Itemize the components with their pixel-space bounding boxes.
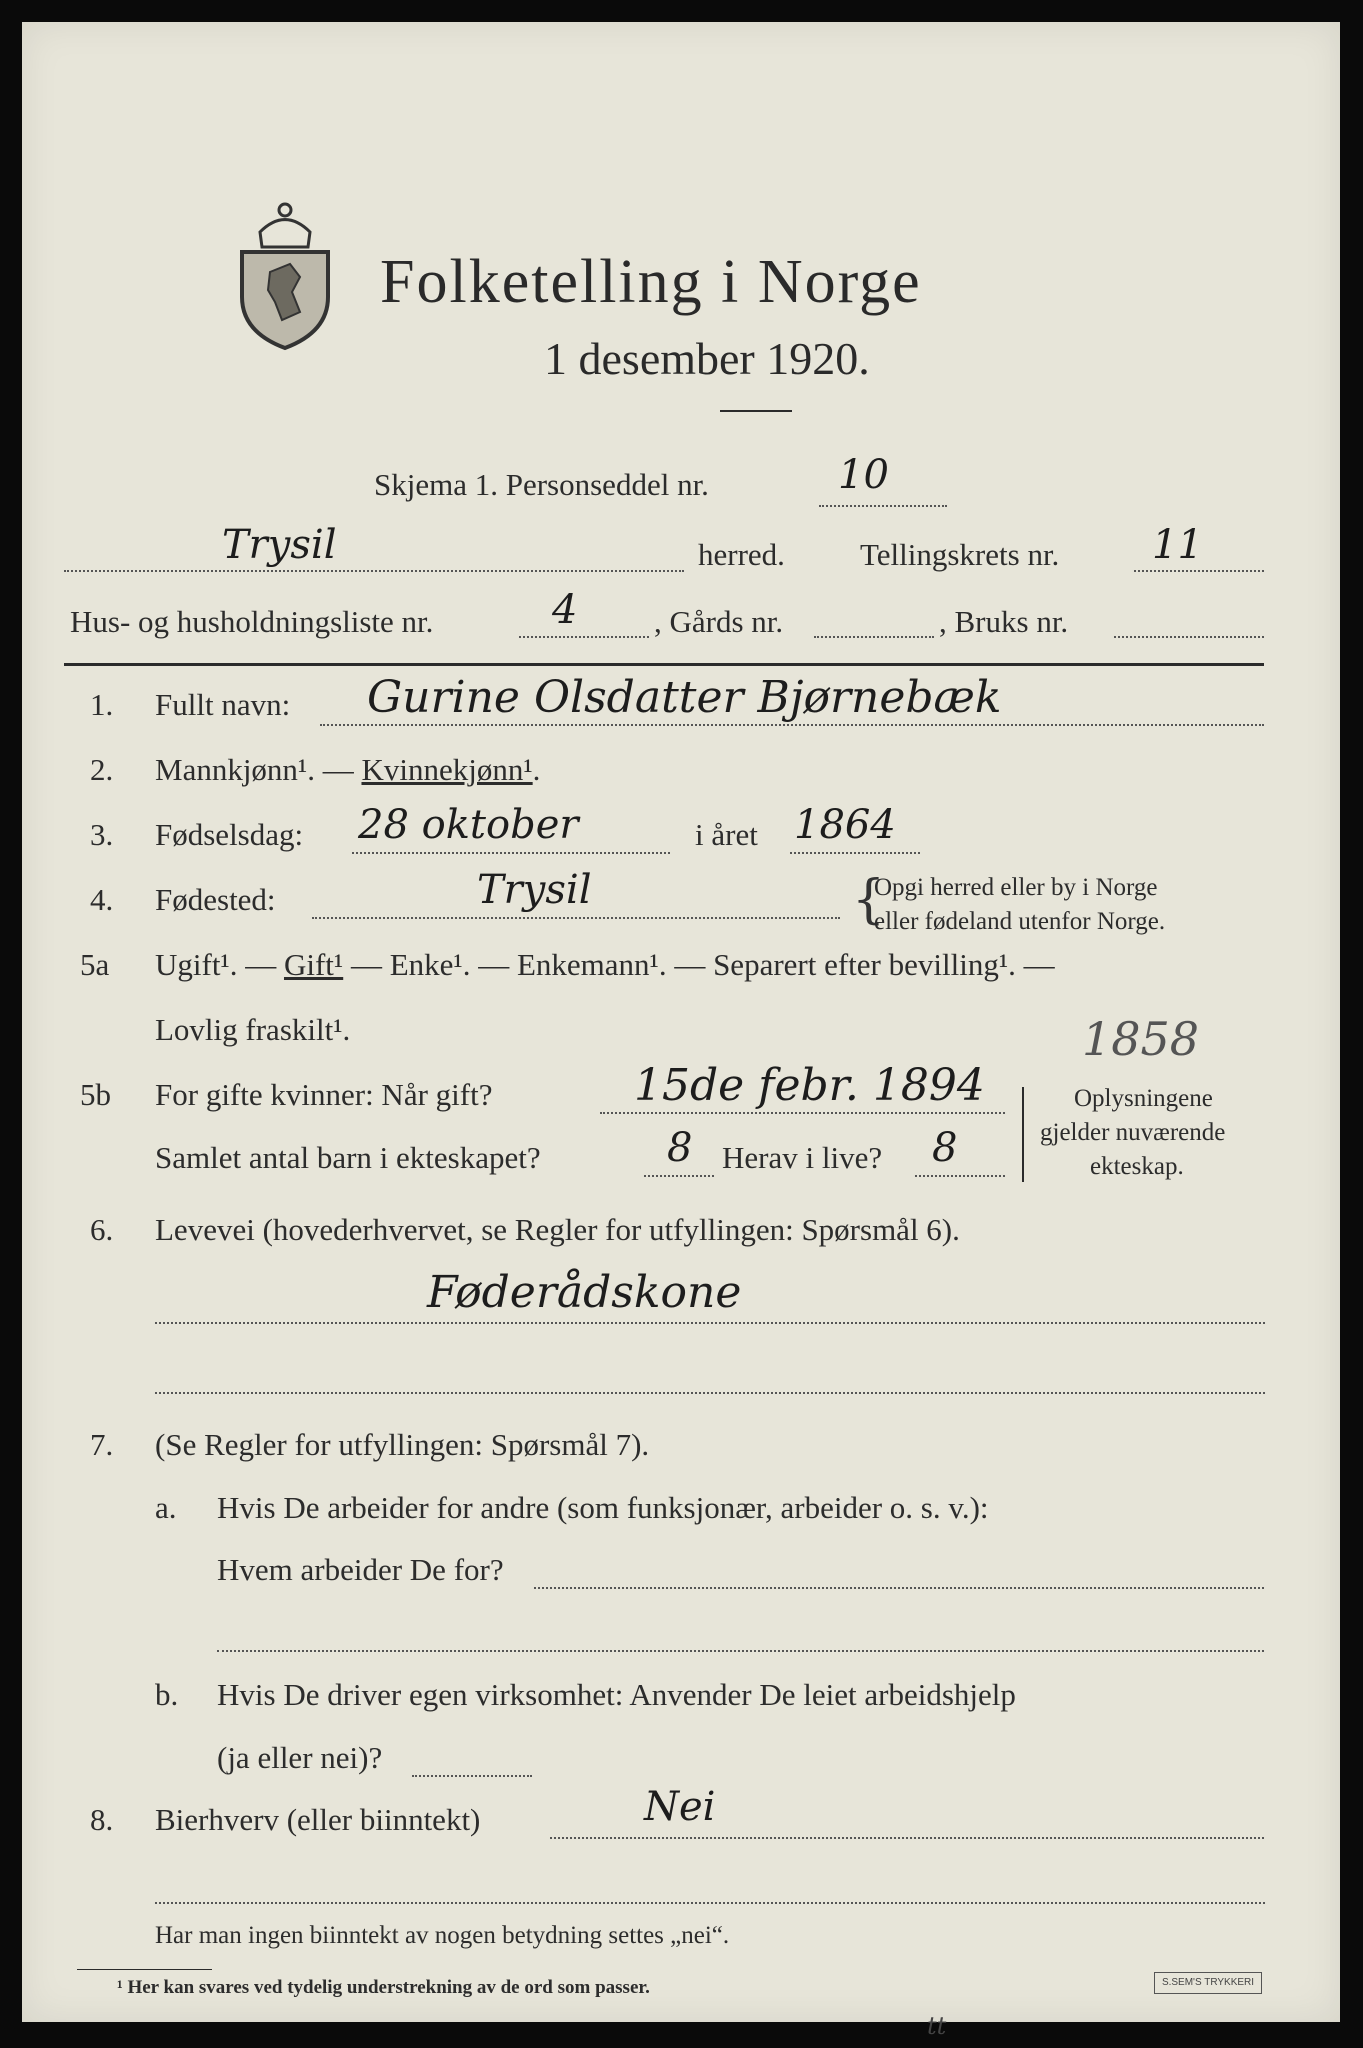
q4-line xyxy=(312,917,840,919)
printer-stamp: S.SEM'S TRYKKERI xyxy=(1154,1972,1262,1994)
q5b-children-label: Samlet antal barn i ekteskapet? xyxy=(155,1140,541,1175)
q5a-unmarried-option: Ugift¹. — xyxy=(155,947,284,982)
q4-note-brace: { xyxy=(852,870,886,930)
husholdningsliste-value: 4 xyxy=(552,587,578,633)
q7a-line1: Hvis De arbeider for andre (som funksjonær, arbeider o. s. v.): xyxy=(217,1490,989,1525)
herred-line xyxy=(64,570,684,572)
q3-day-line xyxy=(352,852,670,854)
q5b-note-line3: ekteskap. xyxy=(1090,1153,1184,1180)
q5a-line1 xyxy=(155,947,1055,983)
q3-label: Fødselsdag: xyxy=(155,817,304,852)
q7a-answer-line xyxy=(534,1587,1264,1589)
q1-label: Fullt navn: xyxy=(155,687,291,722)
q5b-margin-note: 1858 xyxy=(1082,1012,1200,1066)
q1-number: 1. xyxy=(90,687,114,722)
q7b-line2: (ja eller nei)? xyxy=(217,1740,383,1775)
q5b-married-line xyxy=(600,1112,1005,1114)
q8-line xyxy=(550,1837,1264,1839)
q7b-letter: b. xyxy=(155,1677,179,1712)
q3-number: 3. xyxy=(90,817,114,852)
q7-label: (Se Regler for utfyllingen: Spørsmål 7). xyxy=(155,1427,650,1462)
husholdningsliste-line xyxy=(519,636,649,638)
census-form-sheet xyxy=(22,22,1340,2040)
q6-number: 6. xyxy=(90,1212,114,1247)
q2-male-option: Mannkjønn¹. — xyxy=(155,752,362,787)
bruks-label: , Bruks nr. xyxy=(939,604,1069,639)
q2-number: 2. xyxy=(90,752,114,787)
footnote: ¹ Her kan svares ved tydelig understrekning av de ord som passer. xyxy=(117,1977,650,1998)
q2-female-option: Kvinnekjønn¹ xyxy=(361,752,533,787)
q5a-line2: Lovlig fraskilt¹. xyxy=(155,1012,351,1047)
herred-label: herred. xyxy=(698,537,785,572)
pencil-mark: tt xyxy=(927,2012,947,2040)
q7-number: 7. xyxy=(90,1427,114,1462)
q5b-alive-line xyxy=(915,1175,1005,1177)
norway-coat-of-arms-icon xyxy=(230,192,340,352)
q7b-line1: Hvis De driver egen virksomhet: Anvender De leiet arbeidshjelp xyxy=(217,1677,1016,1712)
census-date: 1 desember 1920. xyxy=(544,333,870,384)
q5a-married-option: Gift¹ xyxy=(283,947,344,982)
q1-line xyxy=(320,724,1264,726)
q4-birthplace: Trysil xyxy=(477,867,592,913)
q2-period: . xyxy=(532,752,541,787)
personseddel-value: 10 xyxy=(838,452,889,498)
q4-note-line2: eller fødeland utenfor Norge. xyxy=(874,908,1166,935)
q8-side-income: Nei xyxy=(644,1784,716,1830)
q3-birth-year: 1864 xyxy=(794,802,896,848)
tellingskrets-value: 11 xyxy=(1152,522,1203,568)
q5a-other-options: — Enke¹. — Enkemann¹. — Separert efter bevilling¹. — xyxy=(343,947,1055,982)
q5b-alive-label: Herav i live? xyxy=(722,1140,883,1175)
q8-number: 8. xyxy=(90,1802,114,1837)
title-divider xyxy=(720,410,792,412)
q4-note-line1: Opgi herred eller by i Norge xyxy=(874,874,1158,901)
husholdningsliste-label: Hus- og husholdningsliste nr. xyxy=(70,604,434,639)
q5b-note-line2: gjelder nuværende xyxy=(1040,1119,1226,1146)
q5b-note-line1: Oplysningene xyxy=(1074,1085,1213,1112)
q6-occupation: Føderådskone xyxy=(427,1267,742,1318)
q8-line2 xyxy=(155,1902,1265,1904)
personseddel-line xyxy=(819,505,947,507)
q3-year-line xyxy=(790,852,920,854)
q5b-children-count: 8 xyxy=(667,1125,693,1171)
q5b-alive-count: 8 xyxy=(932,1125,958,1171)
schema-label: Skjema 1. Personseddel nr. xyxy=(374,467,709,502)
q3-birthday: 28 oktober xyxy=(358,802,579,848)
q5b-number: 5b xyxy=(80,1077,111,1112)
q7b-answer-line xyxy=(412,1775,532,1777)
footer-note: Har man ingen biinntekt av nogen betydning settes „nei“. xyxy=(155,1922,730,1949)
q5b-marriage-date: 15de febr. 1894 xyxy=(634,1060,985,1111)
tellingskrets-line xyxy=(1134,570,1264,572)
q4-number: 4. xyxy=(90,882,114,917)
tellingskrets-label: Tellingskrets nr. xyxy=(860,537,1060,572)
page-title: Folketelling i Norge xyxy=(380,248,922,316)
q5a-number: 5a xyxy=(80,947,110,982)
q7a-letter: a. xyxy=(155,1490,177,1525)
herred-value: Trysil xyxy=(222,522,337,568)
q6-line1 xyxy=(155,1322,1265,1324)
q5b-children-line xyxy=(644,1175,714,1177)
header-separator xyxy=(64,663,1264,666)
gards-label: , Gårds nr. xyxy=(654,604,784,639)
q2-sex xyxy=(155,752,540,788)
q7a-answer-line2 xyxy=(217,1650,1264,1652)
q8-label: Bierhverv (eller biinntekt) xyxy=(155,1802,481,1837)
q1-full-name: Gurine Olsdatter Bjørnebæk xyxy=(367,672,1002,723)
q5b-married-when-label: For gifte kvinner: Når gift? xyxy=(155,1077,493,1112)
q7a-line2: Hvem arbeider De for? xyxy=(217,1552,504,1587)
q5b-note-bracket xyxy=(1022,1087,1024,1182)
gards-line xyxy=(814,636,934,638)
q6-line2 xyxy=(155,1392,1265,1394)
q4-label: Fødested: xyxy=(155,882,276,917)
q6-label: Levevei (hovederhvervet, se Regler for utfyllingen: Spørsmål 6). xyxy=(155,1212,960,1247)
bruks-line xyxy=(1114,636,1264,638)
q3-year-label: i året xyxy=(695,817,758,852)
footnote-rule xyxy=(77,1969,212,1970)
